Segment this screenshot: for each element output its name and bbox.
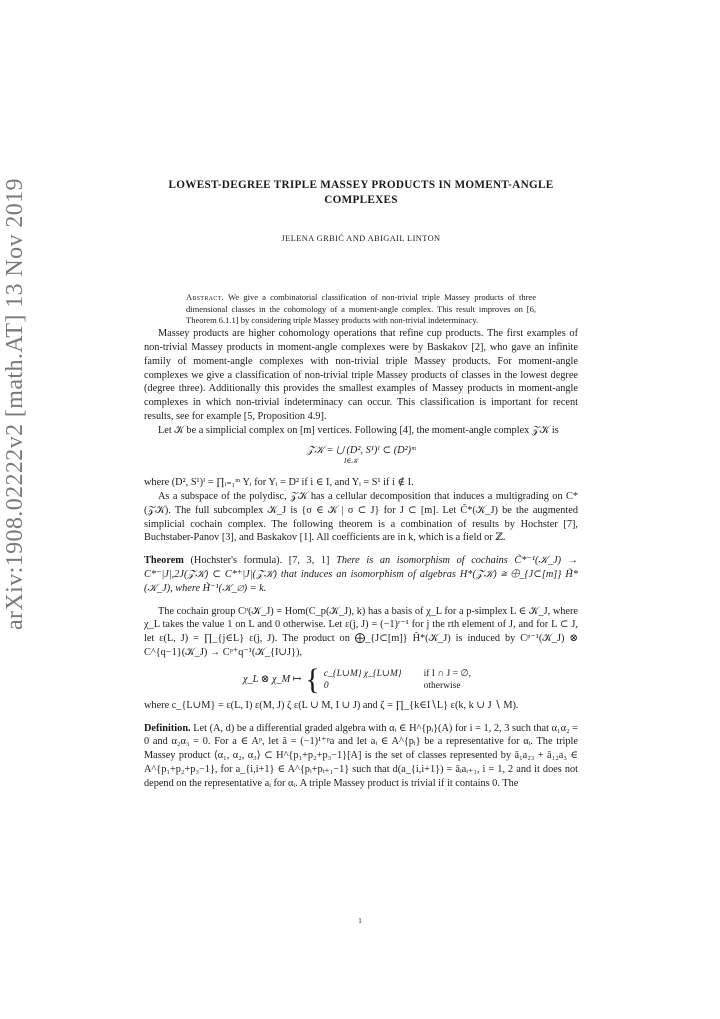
abstract: [186, 292, 536, 327]
abstract-text: We give a combinatorial classification of non-trivial triple Massey products of three dimensional classes in the cohomology of a moment-angle complex. This result improves on [6, Theorem 6.1.1] by considering triple Massey products with non-trivial indeterminacy.: [186, 291, 536, 326]
intro-paragraph: Massey products are higher cohomology operations that refine cup products. The first examples of non-trivial Massey products in moment-angle complexes were by Baskakov [2], who gave an infinite family of moment-angle complexes with non-trivial triple Massey products. For moment-angle complexes we give a classification of non-trivial triple Massey products of classes in the lowest degree (degree three). Additionally this provides the smallest examples of Massey products in moment-angle complexes in which non-trivial indeterminacy can occur. This classification is important for recent results, see for example [5, Proposition 4.9].: [144, 328, 578, 422]
abstract-label: Abstract.: [186, 291, 224, 302]
theorem-name: (Hochster's formula). [7, 3, 1]: [190, 555, 330, 567]
definition-label: Definition.: [144, 722, 191, 734]
display-equation-main: 𝒵𝒦 = ⋃ (D², S¹)ᴵ ⊂ (D²)ᵐ: [306, 444, 416, 456]
arxiv-identifier: arXiv:1908.02222v2 [math.AT] 13 Nov 2019: [2, 178, 28, 630]
page-number: 1: [358, 916, 362, 925]
paper-authors: JELENA GRBIĆ AND ABIGAIL LINTON: [281, 234, 441, 243]
where-2-paragraph: where c_{L∪M} = ε(L, I) ε(M, J) ζ ε(L ∪ M, I ∪ J) and ζ = ∏_{k∈I∖L} ε(k, k ∪ J ∖ M).: [144, 699, 519, 711]
definition-block: [144, 722, 578, 791]
display-equation-subscript: I∈𝒦: [343, 457, 359, 466]
theorem-label: Theorem: [144, 555, 184, 567]
paper-title: LOWEST-DEGREE TRIPLE MASSEY PRODUCTS IN MOMENT-ANGLE COMPLEXES: [168, 179, 554, 206]
case-2-value: 0: [323, 680, 329, 691]
subspace-paragraph: As a subspace of the polydisc, 𝒵𝒦 has a cellular decomposition that induces a multigrading on C*(𝒵𝒦). The full subcomplex 𝒦_J is {σ ∈ 𝒦 | σ ⊂ J} for J ⊂ [m]. Let C̃*(𝒦_J) be the augmented simplicial cochain complex. The following theorem is a combination of results by Hochster [7], Buchstaber-Panov [3], and Baskakov [1]. All coefficients are in k, which is a field or ℤ.: [144, 490, 578, 544]
moment-angle-display-equation: [144, 444, 578, 470]
cases-table: [324, 668, 479, 692]
left-brace-icon: {: [305, 662, 320, 696]
case-2-condition: otherwise: [423, 680, 461, 691]
theorem-text: There is an isomorphism of cochains C̃*⁻¹(𝒦_J) → C*⁻|J|,2J(𝒵𝒦) ⊂ C*⁺|J|(𝒵𝒦) that induces an isomorphism of algebras H*(𝒵𝒦) ≅ ⨁_{J⊂[m]} H̃*(𝒦_J), where H̃⁻¹(𝒦_∅) = k.: [144, 555, 579, 594]
case-1-condition: if I ∩ J = ∅,: [423, 668, 472, 679]
theorem-block: [144, 554, 578, 595]
cochain-paragraph: The cochain group Cᵖ(𝒦_J) = Hom(C_p(𝒦_J), k) has a basis of χ_L for a p-simplex L ∈ 𝒦_J, where χ_L takes the value 1 on L and 0 otherwise. Let ε(j, J) = (−1)ʳ⁻¹ for j the rth element of J, and for L ⊂ J, let ε(L, J) = ∏_{j∈L} ε(j, J). The product on ⨁_{J⊂[m]} H̃*(𝒦_J) is induced by Cᵖ⁻¹(𝒦_J) ⊗ C^{q−1}(𝒦_J) → Cᵖ⁺q⁻¹(𝒦_{I∪J}),: [144, 605, 578, 658]
paper-page: [144, 178, 578, 791]
simplicial-paragraph: Let 𝒦 be a simplicial complex on [m] vertices. Following [4], the moment-angle complex 𝒵𝒦 is: [158, 424, 559, 436]
cases-lhs: χ_L ⊗ χ_M ↦: [242, 673, 302, 685]
definition-text: Let (A, d) be a differential graded algebra with αᵢ ∈ H^{pᵢ}(A) for i = 1, 2, 3 such that α₁α₂ = 0 and α₂α₃ = 0. For a ∈ Aᵖ, let ā = (−1)¹⁺ᵖa and let aᵢ ∈ A^{pᵢ} be a representative for αᵢ. The triple Massey product ⟨α₁, α₂, α₃⟩ ⊂ H^{p₁+p₂+p₃−1}[A] is the set of classes represented by ā₁a₂₃ + ā₁₂a₃ ∈ A^{p₁+p₂+p₃−1}, for a_{i,i+1} ∈ A^{pᵢ+pᵢ₊₁−1} such that d(a_{i,i+1}) = āᵢaᵢ₊₁, i = 1, 2 and it does not depend on the representative aᵢ for αᵢ. A triple Massey product is trivial if it contains 0. The: [144, 722, 578, 789]
where-paragraph: where (D², S¹)ᴵ = ∏ᵢ₌₁ᵐ Yᵢ for Yᵢ = D² if i ∈ I, and Yᵢ = S¹ if i ∉ I.: [144, 477, 414, 489]
product-cases-equation: [144, 662, 578, 696]
case-1-value: c_{L∪M} χ_{L∪M}: [323, 668, 402, 679]
